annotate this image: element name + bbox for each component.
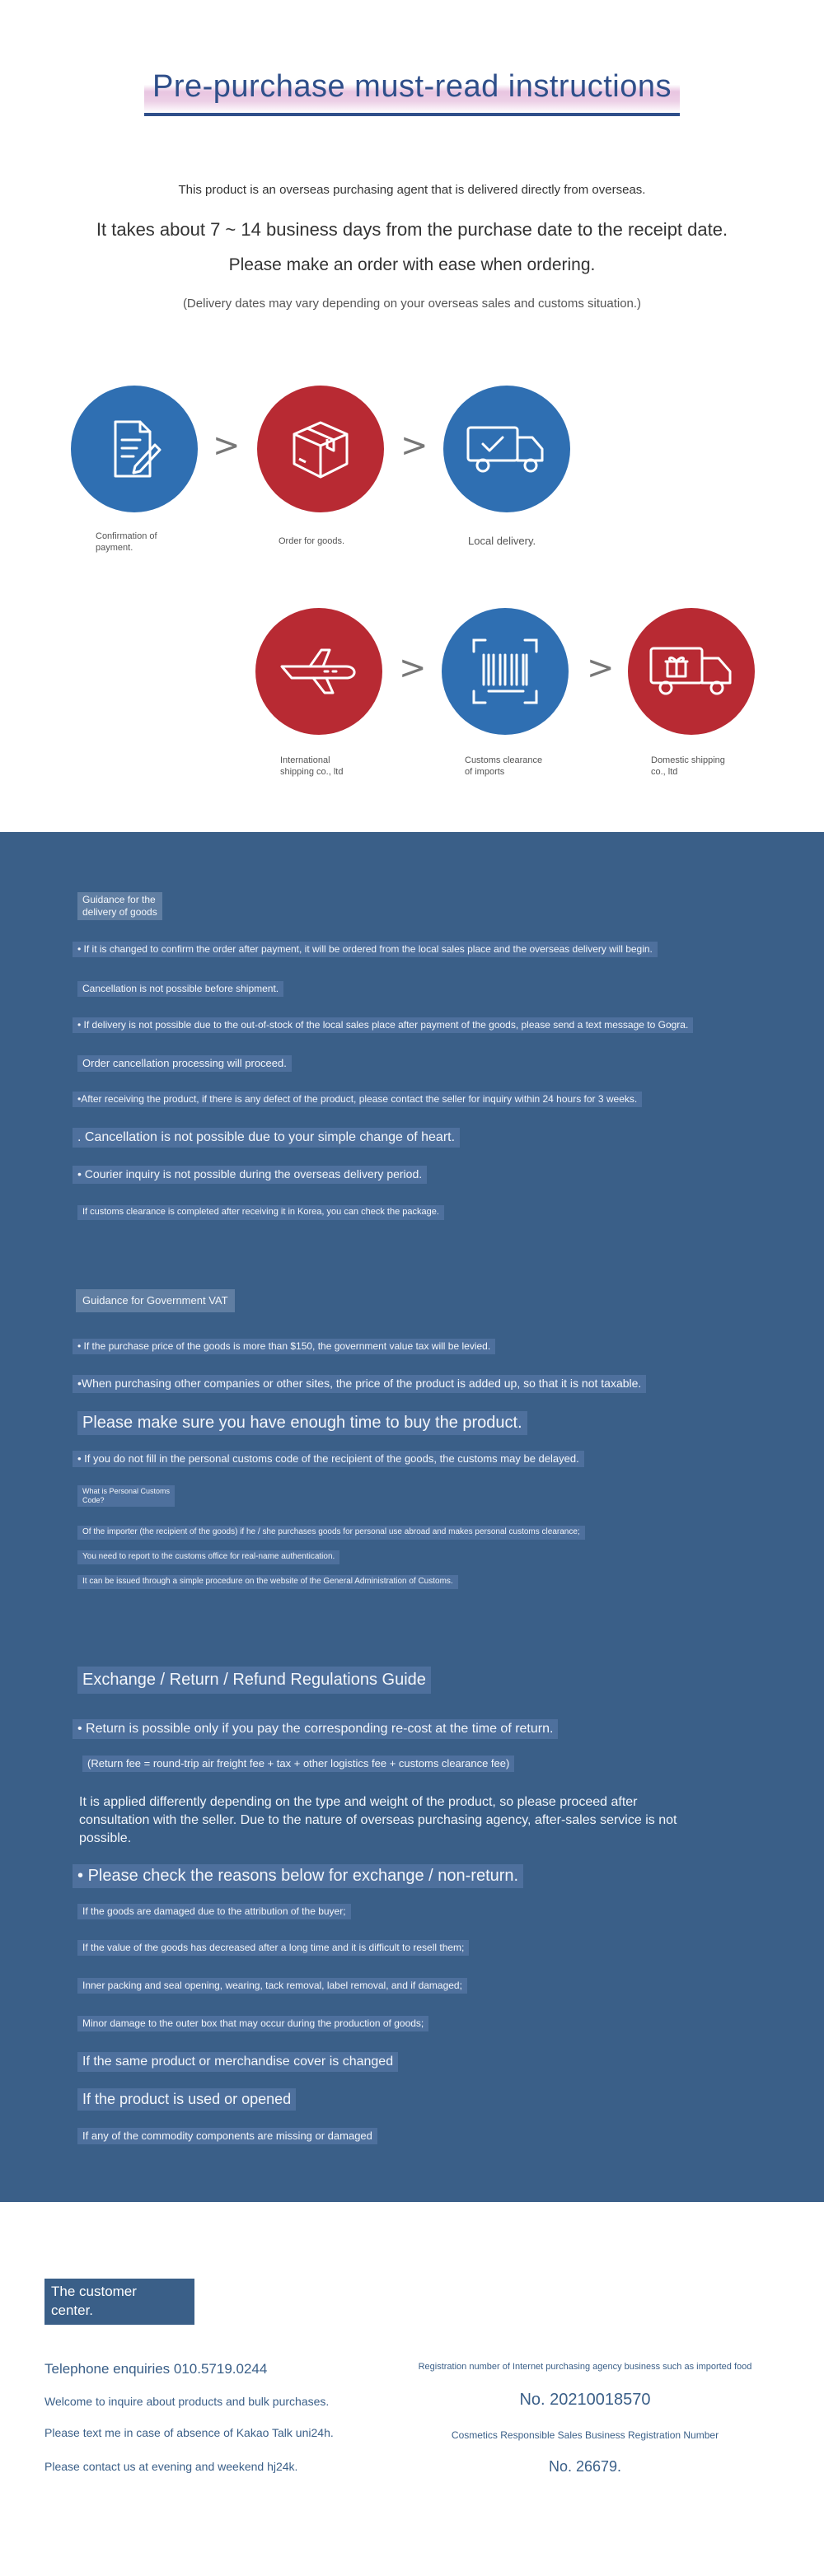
step-order-circle [257,386,384,512]
step-arrow: > [587,649,615,687]
barcode-icon [466,632,545,711]
exchange-item: It is applied differently depending on the type and weight of the product, so please proceed after consultation with the seller. Due to the nature of overseas purchasing agency, after-sales service is not possible. [79,1795,677,1845]
delivery-item: • If it is changed to confirm the order after payment, it will be ordered from the local sales place and the overseas delivery will begin. [73,942,658,957]
customer-evening: Please contact us at evening and weekend hj24k. [44,2460,298,2473]
vat-guidance-heading: Guidance for Government VAT [76,1289,235,1312]
exchange-item: If the same product or merchandise cover is changed [77,2052,398,2072]
customer-welcome: Welcome to inquire about products and bulk purchases. [44,2395,330,2408]
step-label-customs: Customs clearance of imports [465,755,543,777]
cosmetics-registration-number: No. 26679. [548,2458,622,2475]
vat-item: • If the purchase price of the goods is more than $150, the government value tax will be levied. [73,1339,495,1354]
exchange-item: • Please check the reasons below for exchange / non-return. [73,1864,523,1888]
page-title: Pre-purchase must-read instructions [144,66,680,116]
vat-item: Please make sure you have enough time to buy the product. [77,1411,527,1435]
exchange-guidance-heading: Exchange / Return / Refund Regulations Guide [77,1667,431,1694]
step-label-domestic-shipping: Domestic shipping co., ltd [651,755,725,777]
customer-center-section [0,2202,824,2576]
exchange-item: If any of the commodity components are missing or damaged [77,2128,377,2144]
step-label-order: Order for goods. [279,536,345,546]
cosmetics-registration-label: Cosmetics Responsible Sales Business Registration Number [451,2429,719,2441]
customer-phone: Telephone enquiries 010.5719.0244 [44,2361,268,2377]
delivery-truck-icon [461,416,552,482]
delivery-item: . Cancellation is not possible due to your simple change of heart. [73,1128,460,1148]
vat-item: You need to report to the customs office for real-name authentication. [77,1550,339,1564]
exchange-item: If the goods are damaged due to the attribution of the buyer; [77,1904,351,1919]
intro-line-4: (Delivery dates may vary depending on your overseas sales and customs situation.) [182,297,642,311]
step-arrow: > [399,649,427,687]
instructions-header-section [0,0,824,832]
vat-item: Of the importer (the recipient of the goods) if he / she purchases goods for personal use abroad and makes personal customs clearance; [77,1526,585,1540]
registration-number: No. 20210018570 [519,2391,651,2409]
exchange-item: • Return is possible only if you pay the corresponding re-cost at the time of return. [73,1719,558,1739]
delivery-guidance-heading: Guidance for the delivery of goods [77,892,162,920]
intro-line-1: This product is an overseas purchasing agent that is delivered directly from overseas. [178,183,646,197]
step-customs-circle [442,608,569,735]
step-domestic-shipping-circle [628,608,755,735]
delivery-item: • Courier inquiry is not possible during the overseas delivery period. [73,1166,427,1184]
exchange-item: If the product is used or opened [77,2088,296,2111]
step-label-payment: Confirmation of payment. [96,531,157,553]
box-icon [281,409,360,489]
delivery-item: •After receiving the product, if there is any defect of the product, please contact the seller for inquiry within 24 hours for 3 weeks. [73,1092,642,1107]
step-arrow: > [213,427,241,465]
vat-item: • If you do not fill in the personal customs code of the recipient of the goods, the customs may be delayed. [73,1451,584,1467]
vat-item: What is Personal Customs Code? [77,1485,175,1507]
step-label-local-delivery: Local delivery. [468,535,536,547]
exchange-item: If the value of the goods has decreased after a long time and it is difficult to resell them; [77,1940,469,1956]
delivery-item: If customs clearance is completed after receiving it in Korea, you can check the package. [77,1205,444,1220]
customer-kakao: Please text me in case of absence of Kakao Talk uni24h. [44,2426,334,2439]
intro-line-2: It takes about 7 ~ 14 business days from the purchase date to the receipt date. [96,219,728,240]
delivery-item: Cancellation is not possible before shipment. [77,981,283,997]
exchange-item: (Return fee = round-trip air freight fee + tax + other logistics fee + customs clearance fee) [82,1756,514,1772]
vat-item: •When purchasing other companies or other sites, the price of the product is added up, so that it is not taxable. [73,1375,646,1393]
guidance-section [0,832,824,2202]
step-payment-circle [71,386,198,512]
step-arrow: > [400,427,428,465]
exchange-item: Minor damage to the outer box that may occur during the production of goods; [77,2016,428,2031]
customer-center-heading: The customer center. [44,2279,194,2325]
gift-truck-icon [644,638,738,704]
registration-label: Registration number of Internet purchasing agency business such as imported food [418,2362,752,2372]
delivery-item: • If delivery is not possible due to the out-of-stock of the local sales place after payment of the goods, please send a text message to Gogra. [73,1017,693,1033]
vat-item: It can be issued through a simple procedure on the website of the General Administration of Customs. [77,1575,458,1589]
step-international-shipping-circle [255,608,382,735]
airplane-icon [274,638,364,704]
step-local-delivery-circle [443,386,570,512]
step-label-international-shipping: International shipping co., ltd [280,755,344,777]
document-pen-icon [97,412,171,486]
exchange-item: Inner packing and seal opening, wearing, tack removal, label removal, and if damaged; [77,1978,467,1994]
delivery-item: Order cancellation processing will proceed. [77,1055,292,1072]
intro-line-3: Please make an order with ease when ordering. [228,255,596,274]
